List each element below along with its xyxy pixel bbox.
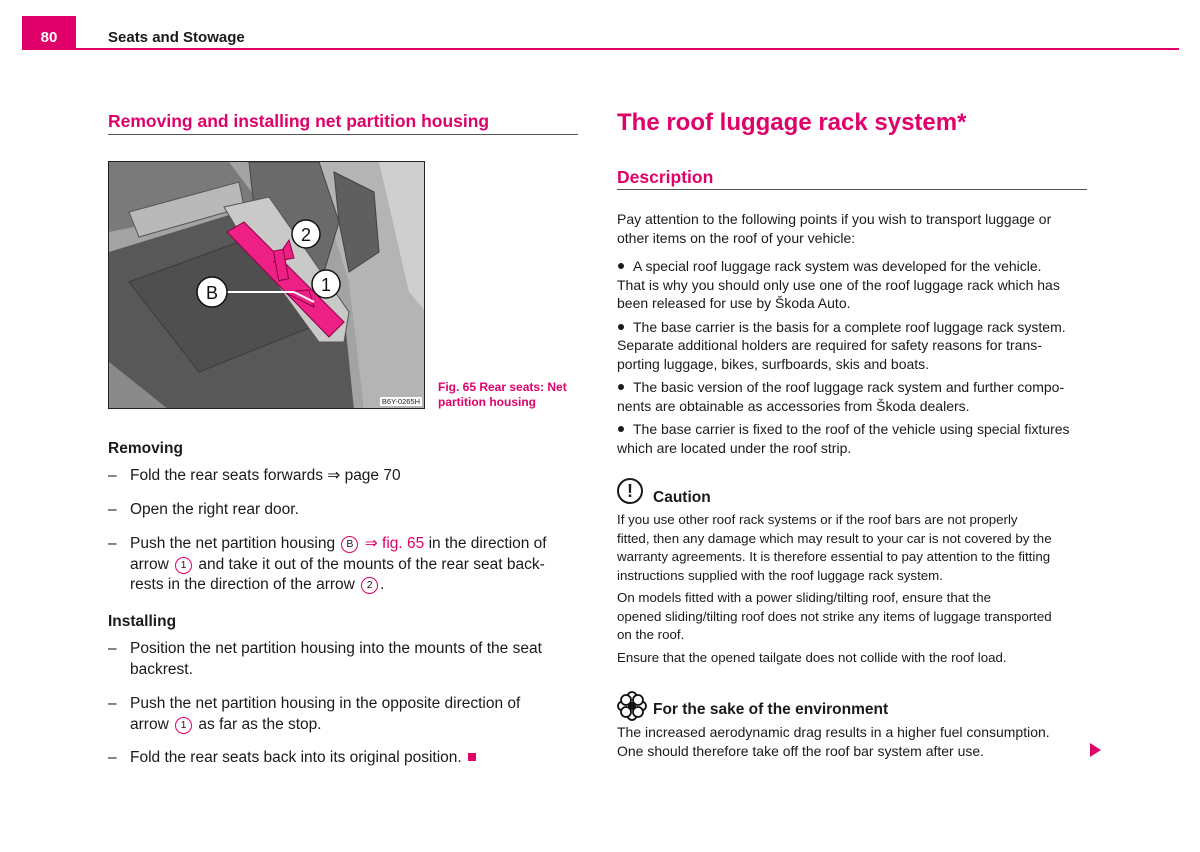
installing-step-2 [108,694,578,735]
bullet-dot [618,324,624,330]
list-item [617,257,1087,313]
caution-list [617,511,1087,667]
text-line: been released for use by Škoda Auto. [617,295,851,311]
chapter-title: Seats and Stowage [108,29,245,46]
callout-b-icon: B [341,536,358,553]
intro-paragraph [617,210,1087,247]
list-item [617,378,1087,415]
environment-paragraph [617,723,1087,760]
fig-65-link[interactable]: ⇒ fig. 65 [364,535,425,552]
text: A special roof luggage rack system was developed for the vehicle. [633,258,1042,274]
text: arrow [130,715,169,733]
text-line: opened sliding/tilting roof does not strike any items of luggage transported [617,608,1052,624]
text: Push the net partition housing in the opposite direction of [130,695,521,712]
dash: – [108,749,117,766]
text-line: other items on the roof of your vehicle: [617,229,856,246]
dash: – [108,640,117,657]
text: and take it out of the mounts of the rear seat back- [198,555,545,573]
callout-2-icon: 2 [361,577,378,594]
list-item [617,511,1087,585]
list-item [617,318,1087,374]
bullet-dot [618,263,624,269]
caution-icon: ! [617,478,643,504]
section-rule [108,134,578,135]
step-text [130,748,578,769]
environment-heading: For the sake of the environment [653,701,889,718]
text: Fold the rear seats back into its original position. [130,749,462,766]
figure-caption-line1: Fig. 65 Rear seats: Net [438,380,567,394]
removing-step-1 [108,466,578,487]
step-text [130,534,578,596]
callout-b: B [205,283,219,303]
installing-step-1 [108,639,578,680]
section-title-net-partition: Removing and installing net partition housing [108,111,490,131]
callout-1-icon: 1 [175,717,192,734]
text-line: nents are obtainable as accessories from Škoda dealers. [617,397,970,414]
figure-rear-seats [108,161,425,409]
description-heading: Description [617,167,714,187]
text: Ensure that the opened tailgate does not collide with the roof load. [617,649,1007,665]
installing-heading: Installing [108,613,177,630]
text-line: which are located under the roof strip. [617,439,852,456]
rear-seat-illustration [109,162,425,409]
next-page-arrow-icon [1090,743,1101,757]
removing-step-3 [108,534,578,596]
text: arrow [130,555,169,573]
callout-1-icon: 1 [175,557,192,574]
list-item [617,649,1087,668]
text: as far as the stop. [198,715,322,733]
step-text [130,694,578,735]
text: If you use other roof rack systems or if the roof bars are not properly [617,512,1018,527]
bullet-dot [618,384,624,390]
text-line: on the roof. [617,627,685,642]
installing-step-3 [108,748,578,769]
text-line: That is why you should only use one of the roof luggage rack which has [617,276,1060,293]
header-rule [22,48,1179,50]
flower-icon [617,691,647,721]
step-text: Fold the rear seats forwards ⇒ page 70 [130,467,401,484]
list-item [617,420,1087,457]
figure-code: B6Y-0265H [381,397,420,406]
callout-1: 1 [320,275,332,295]
text: On models fitted with a power sliding/tilting roof, ensure that the [617,590,991,605]
removing-step-2 [108,500,578,521]
callout-2: 2 [300,225,312,245]
text: Position the net partition housing into the mounts of the seat [130,640,542,657]
bullet-list [617,257,1087,457]
text: rests in the direction of the arrow [130,576,355,593]
text-line: Pay attention to the following points if you wish to transport luggage or [617,211,1052,227]
step-text: Open the right rear door. [130,501,299,518]
text: Push the net partition housing [130,535,336,552]
page-number: 80 [40,29,58,46]
text: . [380,576,385,593]
end-of-section-mark [468,753,476,761]
removing-heading: Removing [108,440,183,457]
text: The base carrier is fixed to the roof of the vehicle using special fixtures [633,421,1070,437]
dash: – [108,467,117,484]
dash: – [108,501,117,518]
text-line: The increased aerodynamic drag results in a higher fuel consumption. [617,724,1050,740]
text: The basic version of the roof luggage rack system and further compo- [633,379,1065,395]
text: The base carrier is the basis for a complete roof luggage rack system. [633,318,1066,335]
dash: – [108,535,117,552]
list-item [617,589,1087,645]
main-title: The roof luggage rack system* [617,109,967,136]
text-line: fitted, then any damage which may result to your car is not covered by the [617,530,1052,546]
description-rule [617,189,1087,190]
dash: – [108,695,117,712]
text-line: porting luggage, bikes, surfboards, skis and boats. [617,355,930,372]
text: in the direction of [428,535,547,552]
text-line: instructions supplied with the roof luggage rack system. [617,567,943,583]
text: backrest. [130,660,193,678]
text-line: Separate additional holders are required for safety reasons for trans- [617,337,1042,353]
text-line: warranty agreements. It is therefore essential to pay attention to the fitting [617,549,1051,564]
caution-heading: Caution [653,489,711,506]
text-line: One should therefore take off the roof bar system after use. [617,742,985,759]
step-text [130,639,578,680]
figure-caption [438,380,583,410]
bullet-dot [618,426,624,432]
figure-caption-line2: partition housing [438,395,536,409]
